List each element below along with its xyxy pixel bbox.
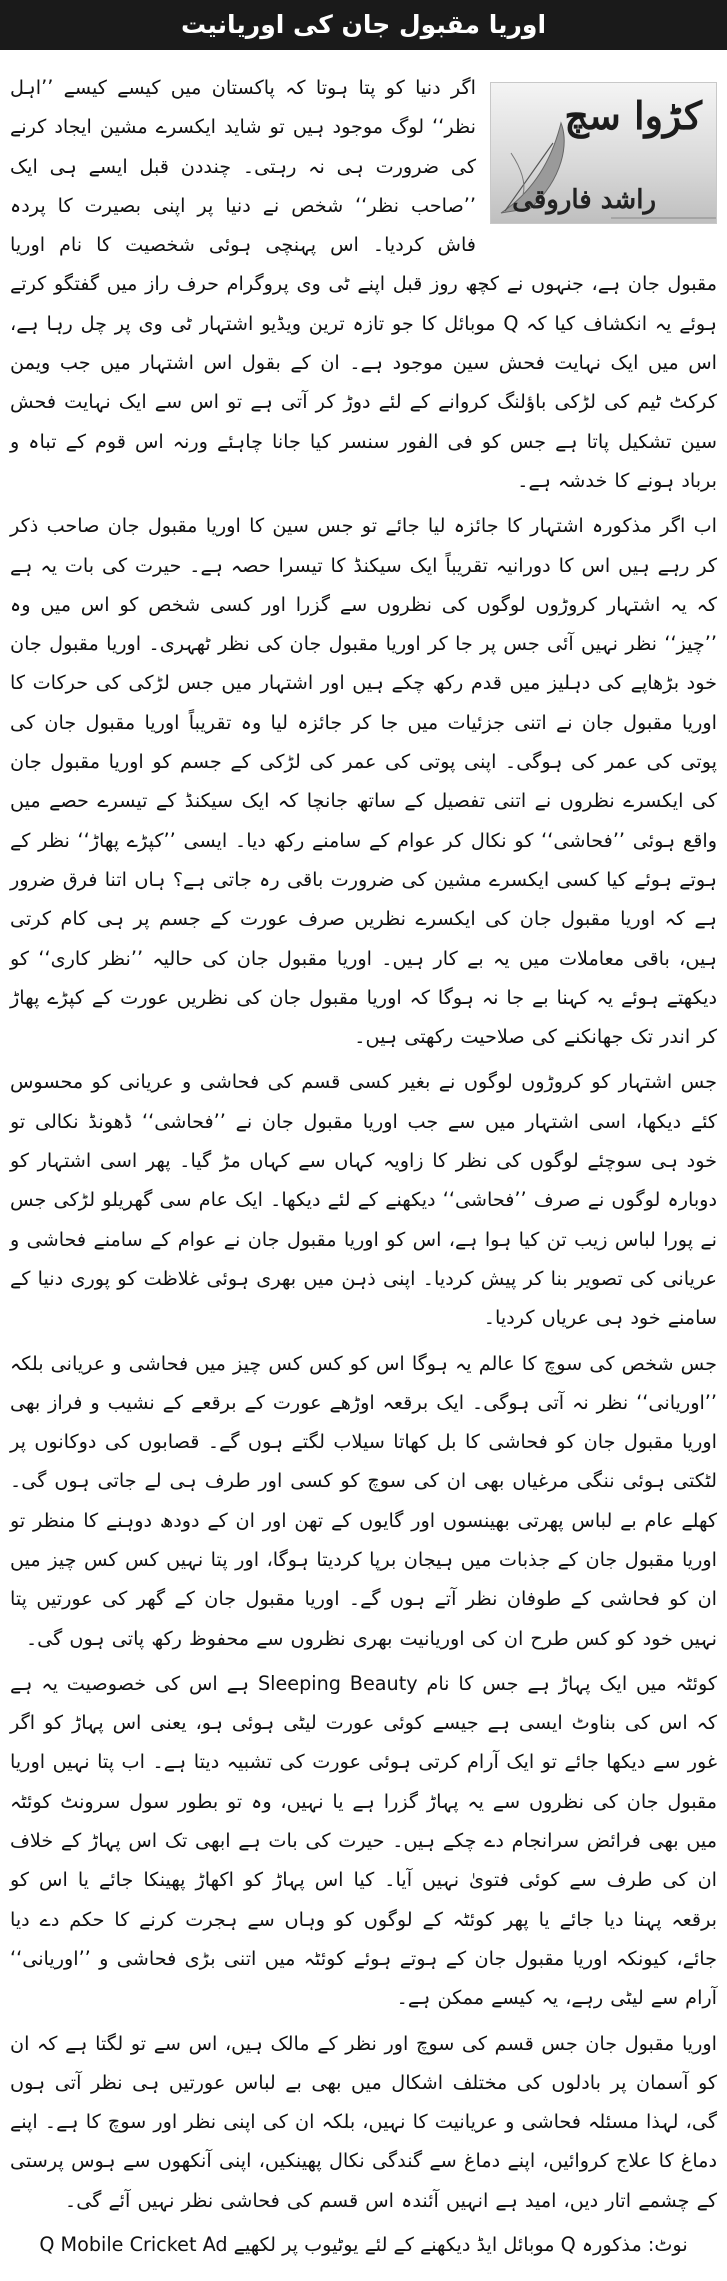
paragraph-4: جس شخص کی سوچ کا عالم یہ ہوگا اس کو کس کس چیز میں فحاشی و عریانی بلکہ ’’اوریانی‘‘ نظر نہ آتی ہوگی۔ ایک برقعہ اوڑھے عورت کے برقعے کے نشیب و فراز بھی اوریا مقبول جان کو فحاشی کا بل کھاتا سیلاب لگتے ہوں گے۔ قصابوں کی دوکانوں پر لٹکتی ہوئی ننگی مرغیاں بھی ان کی سوچ کو کسی اور طرف ہی لے جاتی ہوں گی۔ کھلے عام بے لباس پھرتی بھینسوں اور گایوں کے تھن اور ان کے دودھ دوہنے کا منظر تو اوریا مقبول جان کے جذبات میں ہیجان برپا کردیتا ہوگا، اور پتا نہیں کس کس چیز میں ان کو فحاشی کے طوفان نظر آتے ہوں گے۔ اوریا مقبول جان کے گھر کی عورتیں پتا نہیں خود کو کس طرح ان کی اوریانیت بھری نظروں سے محفوظ رکھ پاتی ہوں گی۔ — [10, 1351, 717, 1650]
article-body — [10, 68, 717, 2281]
paragraph-1: اگر دنیا کو پتا ہوتا کہ پاکستان میں کیسے کیسے ’’اہل نظر‘‘ لوگ موجود ہیں تو شاید ایکسرے مشین ایجاد کرنے کی ضرورت ہی نہ رہتی۔ چنددن قبل ایسے ہی ایک ’’صاحب نظر‘‘ شخص نے دنیا پر اپنی بصیرت کا پردہ فاش کردیا۔ اس پہنچی ہوئی شخصیت کا نام اوریا مقبول جان ہے، جنہوں نے کچھ روز قبل اپنے ٹی وی پروگرام حرف راز میں گفتگو کرتے ہوئے یہ انکشاف کیا کہ Q موبائل کا جو تازہ ترین ویڈیو اشتہار ٹی وی پر چل رہا ہے، اس میں ایک نہایت فحش سین موجود ہے۔ ان کے بقول اس اشتہار میں جب ویمن کرکٹ ٹیم کی لڑکی باؤلنگ کروانے کے لئے دوڑ کر آتی ہے تو اس سے ایک نہایت فحش سین تشکیل پاتا ہے جس کو فی الفور سنسر کیا جانا چاہئے ورنہ اس قوم کے تباہ و برباد ہونے کا خدشہ ہے۔ — [10, 76, 718, 492]
paragraph-3: جس اشتہار کو کروڑوں لوگوں نے بغیر کسی قسم کی فحاشی و عریانی کو محسوس کئے دیکھا، اسی اشتہار میں سے جب اوریا مقبول جان نے ’’فحاشی‘‘ ڈھونڈ نکالی تو خود ہی سوچئے لوگوں کی نظر کا زاویہ کہاں سے کہاں مڑ گیا۔ پھر اسی اشتہار کو دوبارہ لوگوں نے صرف ’’فحاشی‘‘ دیکھنے کے لئے دیکھا۔ ایک عام سی گھریلو لڑکی جس نے پورا لباس زیب تن کیا ہوا ہے، اس کو اوریا مقبول جان نے عوام کے سامنے فحاشی و عریانی کی تصویر بنا کر پیش کردیا۔ اپنی ذہن میں بھری ہوئی غلاظت کو پوری دنیا کے سامنے خود ہی عریاں کردیا۔ — [10, 1070, 717, 1330]
paragraph-2: اب اگر مذکورہ اشتہار کا جائزہ لیا جائے تو جس سین کا اوریا مقبول جان صاحب ذکر کر رہے ہیں اس کا دورانیہ تقریباً ایک سیکنڈ کا تیسرا حصہ ہے۔ حیرت کی بات یہ ہے کہ یہ اشتہار کروڑوں لوگوں کی نظروں سے گزرا اور کسی شخص کو اس میں وہ ’’چیز‘‘ نظر نہیں آئی جس پر جا کر اوریا مقبول جان کی نظر ٹھہری۔ اوریا مقبول جان خود بڑھاپے کی دہلیز میں قدم رکھ چکے ہیں اور اشتہار میں جس لڑکی کی حرکات کا اوریا مقبول جان نے اتنی جزئیات میں جا کر جائزہ لیا وہ تقریباً اوریا مقبول جان کی پوتی کی عمر کی ہوگی۔ اپنی پوتی کی عمر کی لڑکی کے جسم کو اوریا مقبول جان کی ایکسرے نظروں نے اتنی تفصیل کے ساتھ جانچا کہ ایک سیکنڈ کے تیسرے حصے میں واقع ہوئی ’’فحاشی‘‘ کو نکال کر عوام کے سامنے رکھ دیا۔ ایسی ’’کپڑے پھاڑ‘‘ نظر کے ہوتے ہوئے کیا کسی ایکسرے مشین کی ضرورت باقی رہ جاتی ہے؟ ہاں اتنا فرق ضرور ہے کہ اوریا مقبول جان کی ایکسرے نظریں صرف عورت کے جسم پر ہی کام کرتی ہیں، باقی معاملات میں یہ بے کار ہیں۔ اوریا مقبول جان کی حالیہ ’’نظر کاری‘‘ کو دیکھتے ہوئے یہ کہنا بے جا نہ ہوگا کہ اوریا مقبول جان کی نظریں عورت کے کپڑے پھاڑ کر اندر تک جھانکنے کی صلاحیت رکھتی ہیں۔ — [10, 514, 717, 1049]
paragraph-6: اوریا مقبول جان جس قسم کی سوچ اور نظر کے مالک ہیں، اس سے تو لگتا ہے کہ ان کو آسمان پر بادلوں کی مختلف اشکال میں بھی بے لباس عورتیں ہی نظر آتی ہوں گی، لہذا مسئلہ فحاشی و عریانیت کا نہیں، بلکہ ان کی اپنی نظر اور سوچ کا ہے۔ اپنے دماغ کا علاج کروائیں، اپنے دماغ سے گندگی نکال پھینکیں، اپنی آنکھوں سے ہوس پرستی کے چشمے اتار دیں، امید ہے انہیں آئندہ اس قسم کی فحاشی نظر نہیں آئے گی۔ — [10, 2031, 717, 2212]
article-headline: اوریا مقبول جان کی اوریانیت — [0, 0, 727, 50]
column-logo-author: راشد فاروقی — [512, 185, 656, 215]
paragraph-5: کوئٹہ میں ایک پہاڑ ہے جس کا نام Sleeping Beauty ہے اس کی خصوصیت یہ ہے کہ اس کی بناوٹ ایسی ہے جیسے کوئی عورت لیٹی ہوئی ہو، یعنی اس پہاڑ کو اگر غور سے دیکھا جائے تو ایک آرام کرتی ہوئی عورت کی تشبیہ دیتا ہے۔ اب پتا نہیں اوریا مقبول جان کی نظروں سے یہ پہاڑ گزرا ہے یا نہیں، وہ تو بطور سول سرونٹ کوئٹہ میں بھی فرائض سرانجام دے چکے ہیں۔ حیرت کی بات ہے ابھی تک اس پہاڑ کے خلاف ان کی طرف سے کوئی فتویٰ نہیں آیا۔ کیا اس پہاڑ کو اکھاڑ پھینکا جائے یا اس کو برقعہ پہنا دیا جائے یا پھر کوئٹہ کے لوگوں کو وہاں سے ہجرت کرنے کا حکم دے دیا جائے، کیونکہ اوریا مقبول جان کے ہوتے ہوئے کوئٹہ میں اتنی بڑی فحاشی و ’’اوریانی‘‘ آرام سے لیٹی رہے، یہ کیسے ممکن ہے۔ — [10, 1671, 717, 2010]
column-logo — [490, 82, 717, 224]
column-logo-title: کڑوا سچ — [564, 93, 702, 138]
footnote: نوٹ: مذکورہ Q موبائل ایڈ دیکھنے کے لئے یوٹیوب پر لکھیے Q Mobile Cricket Ad — [39, 2233, 688, 2257]
